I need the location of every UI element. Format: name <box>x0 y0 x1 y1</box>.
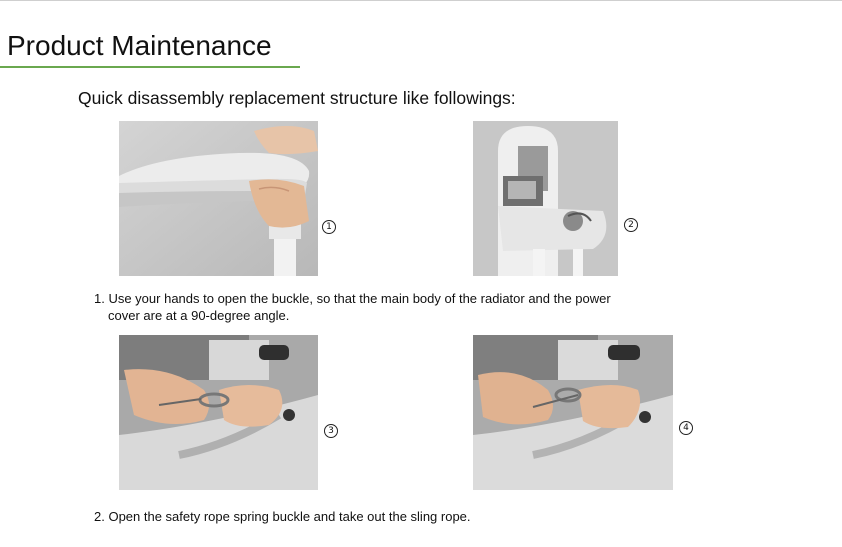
step-1-line-2: cover are at a 90-degree angle. <box>108 308 290 323</box>
step-1-line-1: 1. Use your hands to open the buckle, so that the main body of the radiator and the power <box>94 291 611 306</box>
photo-1-marker: 1 <box>322 220 336 234</box>
photo-2-marker: 2 <box>624 218 638 232</box>
step-2-line-1: 2. Open the safety rope spring buckle and take out the sling rope. <box>94 509 471 524</box>
title-underline <box>0 66 300 68</box>
intro-text: Quick disassembly replacement structure like followings: <box>78 88 516 108</box>
photo-3-spring-buckle <box>119 335 318 490</box>
photo-1-open-buckle <box>119 121 318 276</box>
photo-3-marker: 3 <box>324 424 338 438</box>
photo-4-sling-rope <box>473 335 673 490</box>
page-title: Product Maintenance <box>7 30 272 61</box>
photo-4-marker: 4 <box>679 421 693 435</box>
photo-2-opened-cover <box>473 121 618 276</box>
top-rule <box>0 0 842 1</box>
